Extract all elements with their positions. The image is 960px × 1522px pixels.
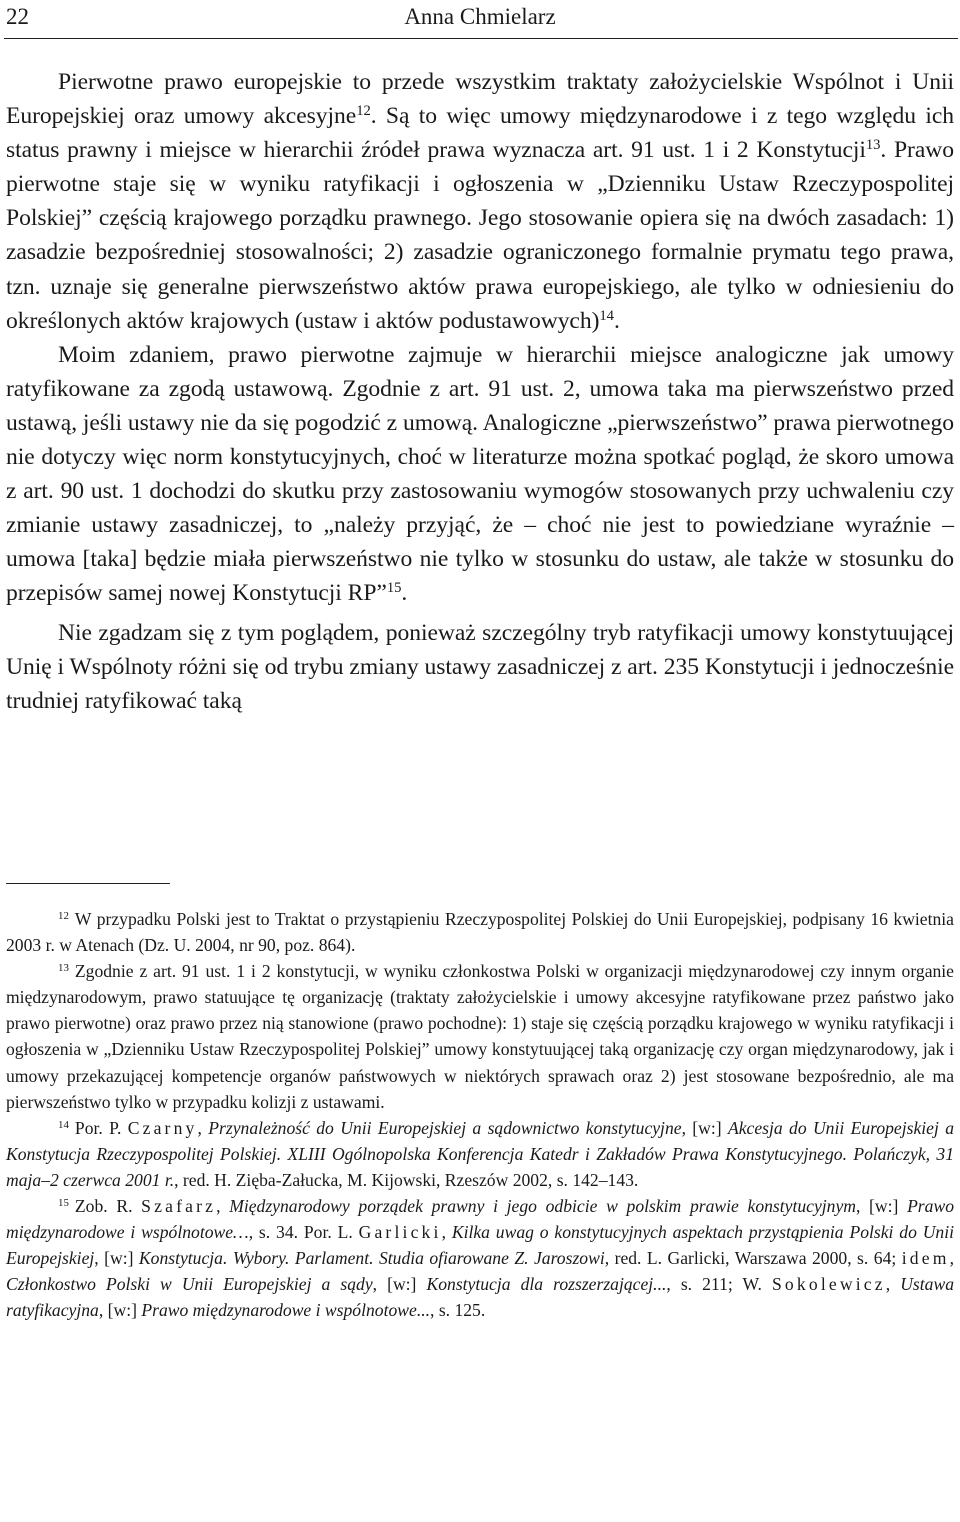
footnote-15: [6, 1193, 954, 1323]
footnote-text: Zgodnie z art. 91 ust. 1 i 2 konstytucji, w wyniku członkostwa Polski w organizacji międzynarodowej czy innym organie międzynarodowym, prawo statuujące tę organizację (traktaty założycielskie i umowy akcesyjne ratyfikowane przez państwo jako prawo pierwotne) oraz prawo przez nią stanowione (prawo pochodne): 1) staje się częścią porządku krajowego w wyniku ratyfikacji i ogłoszenia w „Dzienniku Ustaw Rzeczypospolitej Polskiej” umowy konstytuującej taką organizację czy organ międzynarodowy, jak i umowy przekazującej kompetencje organów państwowych w niektórych sprawach oraz 2) jest stosowane bezpośrednio, ale ma pierwszeństwo tylko w przypadku kolizji z ustawami.: [6, 961, 954, 1112]
footnote-ref-15[interactable]: 15: [386, 580, 402, 597]
work-title: Konstytucja. Wybory. Parlament. Studia ofiarowane Z. Jaroszowi: [138, 1248, 605, 1269]
footnote-number: 12: [58, 910, 69, 922]
text-run: ,: [197, 1117, 209, 1138]
author-name: idem: [901, 1248, 950, 1269]
work-title: Międzynarodowy porządek prawny i jego odbicie w polskim prawie konstytucyjnym: [229, 1196, 856, 1217]
author-name: Szafarz: [141, 1196, 217, 1217]
footnote-number: 13: [58, 962, 69, 975]
text-run: ,: [441, 1222, 452, 1243]
page-header: [6, 2, 954, 32]
footnote-ref-12[interactable]: 12: [356, 103, 371, 120]
text-run: Moim zdaniem, prawo pierwotne zajmuje w hierarchii miejsce analogiczne jak umowy ratyfikowane za zgodą ustawową. Zgodnie z art. 91 ust. 2, umowa taka ma pierwszeństwo przed ustawą, jeśli ustawy nie da się pogodzić z umową. Analogiczne „pierwszeństwo” prawa pierwotnego nie dotyczy więc norm konstytucyjnych, choć w literaturze można spotkać pogląd, że skoro umowa z art. 90 ust. 1 dochodzi do skutku przy zastosowaniu wymogów stosowanych przy uchwaleniu czy zmianie ustawy zasadniczej, to „należy przyjąć, że – choć nie jest to powiedziane wyraźnie – umowa [taka] będzie miała pierwszeństwo nie tylko w stosunku do ustaw, ale także w stosunku do przepisów samej nowej Konstytucji RP”: [6, 341, 954, 607]
text-run: ,: [885, 1274, 901, 1295]
work-title: Prawo międzynarodowe i wspólnotowe...: [141, 1300, 431, 1321]
author-name: Garlicki: [358, 1222, 442, 1243]
footnote-12: [6, 906, 954, 958]
text-run: , [w:]: [681, 1117, 728, 1138]
footnotes: [6, 906, 954, 1324]
text-run: , s. 34. Por. L.: [248, 1222, 359, 1243]
footnote-separator: [6, 883, 170, 884]
footnote-number: 15: [58, 1197, 69, 1210]
work-title: Prawo międzynarodowe i wspólnotowe…: [6, 1196, 954, 1243]
text-run: . Są to więc umowy międzynarodowe i z tego względu ich status prawny i miejsce w hierarchii źródeł prawa wyznacza art. 91 ust. 1 i 2 Konstytucji: [6, 103, 954, 164]
text-run: Zob. R.: [74, 1196, 142, 1217]
footnote-number: 14: [58, 1118, 69, 1131]
running-head: Anna Chmielarz: [404, 4, 556, 29]
footnote-ref-13[interactable]: 13: [865, 137, 881, 154]
text-run: .: [401, 580, 408, 607]
work-title: Członkostwo Polski w Unii Europejskiej a sądy: [6, 1274, 373, 1295]
main-text: [6, 65, 954, 718]
text-run: , [w:]: [855, 1196, 908, 1217]
paragraph-3: Nie zgadzam się z tym poglądem, ponieważ szczególny tryb ratyfikacji umowy konstytuującej Unię i Wspólnoty różni się od trybu zmiany ustawy zasadniczej z art. 235 Konstytucji i jednocześnie trudniej ratyfikować taką: [6, 619, 954, 714]
text-run: .: [613, 307, 620, 334]
text-run: , red. L. Garlicki, Warszawa 2000, s. 64;: [604, 1248, 902, 1269]
paragraph-1: [6, 65, 954, 338]
text-run: . Prawo pierwotne staje się w wyniku ratyfikacji i ogłoszenia w „Dzienniku Ustaw Rzeczypospolitej Polskiej” częścią krajowego porządku prawnego. Jego stosowanie opiera się na dwóch zasadach: 1) zasadzie bezpośredniej stosowalności; 2) zasadzie ograniczonego formalnie prymatu tego prawa, tzn. uznaje się generalne pierwszeństwo aktów prawa europejskiego, ale tylko w odniesieniu do określonych aktów krajowych (ustaw i aktów podustawowych): [6, 137, 954, 334]
text-run: ,: [216, 1196, 230, 1217]
header-rule: [4, 38, 958, 39]
work-title: Kilka uwag o konstytucyjnych aspektach przystąpienia Polski do Unii Europejskiej: [6, 1222, 954, 1269]
text-run: , [w:]: [98, 1300, 142, 1321]
paragraph-2: [6, 338, 954, 611]
work-title: Ustawa ratyfikacyjna: [6, 1274, 954, 1321]
text-run: , [w:]: [94, 1248, 139, 1269]
page-number: 22: [6, 4, 29, 29]
footnote-text: W przypadku Polski jest to Traktat o przystąpieniu Rzeczypospolitej Polskiej do Unii Europejskiej, podpisany 16 kwietnia 2003 r. w Atenach (Dz. U. 2004, nr 90, poz. 864).: [6, 909, 954, 956]
footnote-13: [6, 958, 954, 1115]
footnote-14: [6, 1115, 954, 1193]
text-run: , s. 211; W.: [666, 1274, 772, 1295]
text-run: Pierwotne prawo europejskie to przede wszystkim traktaty założycielskie Wspólnot i Unii Europejskiej oraz umowy akcesyjne: [6, 69, 954, 130]
text-run: , s. 125.: [430, 1300, 486, 1321]
work-title: Konstytucja dla rozszerzającej...: [426, 1274, 667, 1295]
text-run: , red. H. Zięba-Załucka, M. Kijowski, Rzeszów 2002, s. 142–143.: [174, 1169, 639, 1190]
text-run: , [w:]: [372, 1274, 427, 1295]
text-run: ,: [949, 1248, 954, 1269]
author-name: Czarny: [127, 1117, 198, 1138]
footnote-ref-14[interactable]: 14: [599, 307, 614, 324]
text-run: Por. P.: [74, 1117, 128, 1138]
author-name: Sokolewicz: [771, 1274, 886, 1295]
work-title: Akcesja do Unii Europejskiej a Konstytucja Rzeczypospolitej Polskiej. XLIII Ogólnopolska Konferencja Katedr i Zakładów Prawa Konstytucyjnego. Polańczyk, 31 maja–2 czerwca 2001 r.: [6, 1117, 954, 1190]
work-title: Przynależność do Unii Europejskiej a sądownictwo konstytucyjne: [208, 1117, 682, 1138]
